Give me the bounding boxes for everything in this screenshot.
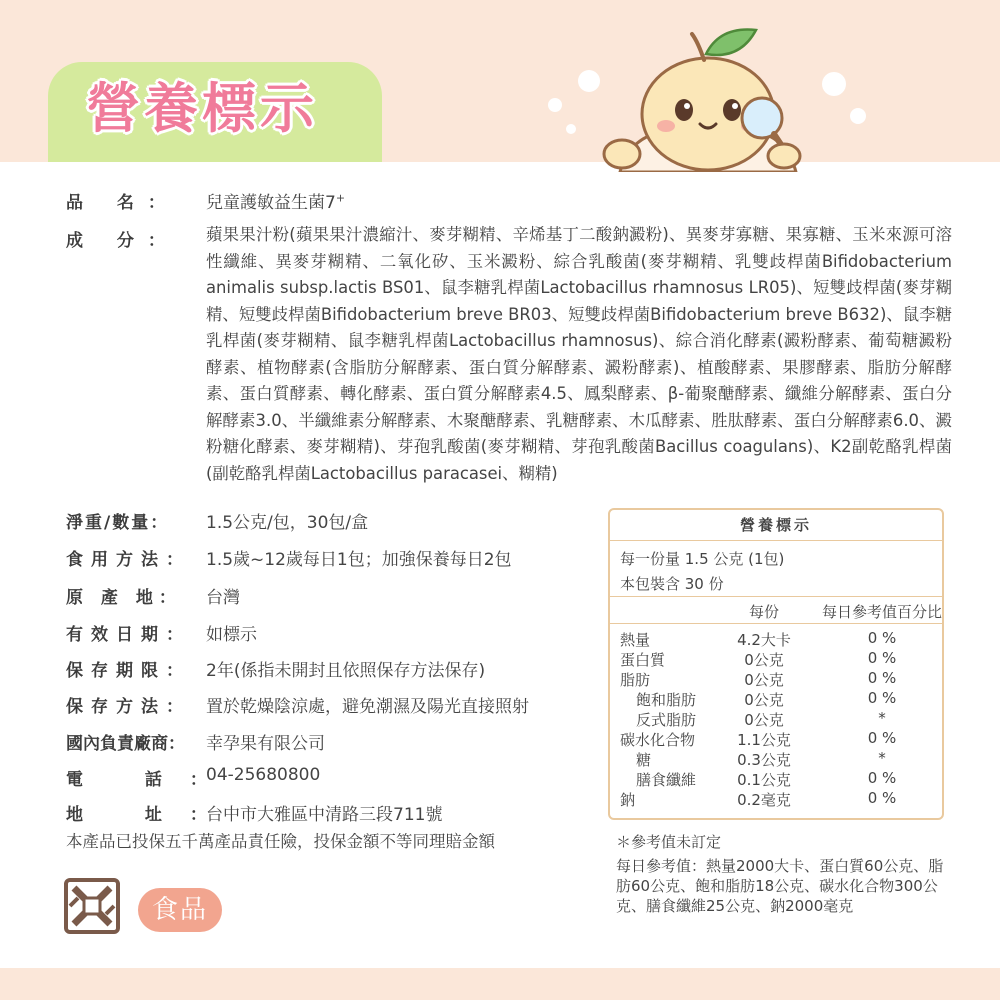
- nutrient-name: 碳水化合物: [620, 731, 696, 749]
- nutrient-name: 膳食纖維: [636, 771, 697, 789]
- footer-band: [0, 968, 1000, 1000]
- nutrient-per-serving: 0.2毫克: [737, 791, 791, 809]
- reference-note: ＊參考值未訂定: [616, 833, 722, 851]
- nutrient-daily-pct: 0 %: [867, 729, 897, 747]
- col-per-serving: 每份: [748, 603, 779, 621]
- info-label: 淨重/數量：: [66, 513, 170, 533]
- nutrient-daily-pct: 0 %: [867, 629, 897, 647]
- nutrient-row: [610, 689, 942, 709]
- nutrient-name: 反式脂肪: [636, 711, 697, 729]
- bubble-decoration: [566, 124, 576, 134]
- info-value: 2年(係指未開封且依照保存方法保存): [206, 661, 486, 681]
- nutrient-name: 飽和脂肪: [636, 691, 697, 709]
- page-title: 營養標示: [86, 77, 318, 140]
- mascot-icon: [600, 22, 810, 172]
- nutrient-daily-pct: *: [878, 709, 886, 727]
- ingredients-label: 成 分：: [66, 231, 179, 251]
- recycle-icon: [64, 878, 120, 934]
- ingredients-text: 蘋果果汁粉(蘋果果汁濃縮汁、麥芽糊精、辛烯基丁二酸鈉澱粉)、異麥芽寡糖、果寡糖、玉米來源可溶性纖維、異麥芽糊精、二氧化矽、玉米澱粉、綜合乳酸菌(麥芽糊精、乳雙歧桿菌Bifidobacterium animalis subsp.lactis BS01、鼠李糖乳桿菌Lactobacillus rhamnosus LR05)、短雙歧桿菌(麥芽糊精、短雙歧桿菌Bifidobacterium breve BR03、短雙歧桿菌Bifidobacterium breve B632)、鼠李糖乳桿菌(麥芽糊精、鼠李糖乳桿菌Lactobacillus rhamnosus)、綜合消化酵素(澱粉酵素、葡萄糖澱粉酵素、植物酵素(含脂肪分解酵素、蛋白質分解酵素、澱粉酵素)、植酸酵素、果膠酵素、脂肪分解酵素、蛋白質酵素、轉化酵素、蛋白質分解酵素4.5、鳳梨酵素、β-葡聚醣酵素、纖維分解酵素、蛋白分解酵素3.0、半纖維素分解酵素、木聚醣酵素、乳糖酵素、木瓜酵素、胜肽酵素、蛋白分解酵素6.0、澱粉糖化酵素、麥芽糊精)、芽孢乳酸菌(麥芽糊精、芽孢乳酸菌Bacillus coagulans)、K2副乾酪乳桿菌(副乾酪乳桿菌Lactobacillus paracasei、糊精): [206, 225, 952, 483]
- nutrient-row: [610, 789, 942, 809]
- servings-per-pack: 本包裝含 30 份: [620, 575, 724, 593]
- bubble-decoration: [850, 108, 866, 124]
- info-value: 1.5歲~12歲每日1包；加強保養每日2包: [206, 550, 512, 570]
- info-label: 國內負責廠商：: [66, 734, 185, 754]
- bubble-decoration: [822, 72, 846, 96]
- nutrient-per-serving: 0公克: [744, 711, 784, 729]
- nutrient-row: [610, 649, 942, 669]
- info-value: 1.5公克/包，30包/盒: [206, 513, 369, 533]
- info-value: 置於乾燥陰涼處，避免潮濕及陽光直接照射: [206, 697, 529, 717]
- nutrient-row: [610, 749, 942, 769]
- nutrient-name: 蛋白質: [620, 651, 666, 669]
- nutrient-daily-pct: 0 %: [867, 689, 897, 707]
- table-divider: [610, 596, 942, 597]
- info-value: 如標示: [206, 625, 257, 645]
- col-daily-pct: 每日參考值百分比: [821, 603, 942, 621]
- info-label: 食用方法：: [66, 550, 191, 570]
- nutrient-daily-pct: 0 %: [867, 649, 897, 667]
- info-label: 保存期限：: [66, 661, 191, 681]
- nutrient-per-serving: 0公克: [744, 691, 784, 709]
- info-value: 台中市大雅區中清路三段711號: [206, 805, 443, 825]
- info-value: 04-25680800: [206, 765, 321, 785]
- bubble-decoration: [578, 70, 600, 92]
- nutrient-row: [610, 709, 942, 729]
- nutrient-name: 熱量: [620, 631, 651, 649]
- nutrient-row: [610, 669, 942, 689]
- nutrient-row: [610, 629, 942, 649]
- info-label: 保存方法：: [66, 697, 191, 717]
- product-name-text: 兒童護敏益生菌7: [206, 193, 336, 213]
- nutrient-name: 鈉: [620, 791, 636, 809]
- info-label: 有效日期：: [66, 625, 191, 645]
- info-label: 電 話：: [66, 770, 235, 790]
- nutrient-per-serving: 0公克: [744, 651, 784, 669]
- nutrient-per-serving: 0公克: [744, 671, 784, 689]
- nutrient-per-serving: 0.3公克: [737, 751, 791, 769]
- nutrient-daily-pct: 0 %: [867, 769, 897, 787]
- table-divider: [610, 623, 942, 624]
- food-badge: 食品: [138, 888, 222, 932]
- nutrient-row: [610, 769, 942, 789]
- nutrient-daily-pct: 0 %: [867, 789, 897, 807]
- product-name-sup: +: [335, 191, 346, 205]
- nutrient-daily-pct: 0 %: [867, 669, 897, 687]
- info-value: 台灣: [206, 588, 240, 608]
- info-value: 幸孕果有限公司: [206, 734, 325, 754]
- nutrient-per-serving: 1.1公克: [737, 731, 791, 749]
- nutrient-daily-pct: *: [878, 749, 886, 767]
- info-label: 原 產 地：: [66, 588, 182, 608]
- info-label: 地 址：: [66, 805, 235, 825]
- serving-size: 每一份量 1.5 公克 (1包): [620, 550, 785, 568]
- nutrition-header-row: [610, 601, 942, 621]
- nutrient-per-serving: 4.2大卡: [737, 631, 791, 649]
- nutrition-table: [608, 508, 944, 820]
- bubble-decoration: [548, 98, 562, 112]
- daily-reference-values: 每日參考值：熱量2000大卡、蛋白質60公克、脂肪60公克、飽和脂肪18公克、碳水化合物300公克、膳食纖維25公克、鈉2000毫克: [616, 857, 944, 915]
- nutrient-name: 脂肪: [620, 671, 651, 689]
- nutrient-name: 糖: [636, 751, 652, 769]
- nutrition-title: 營養標示: [610, 510, 942, 541]
- product-name-label: 品 名：: [66, 193, 179, 213]
- insurance-disclaimer: 本產品已投保五千萬產品責任險，投保金額不等同理賠金額: [66, 832, 495, 851]
- nutrient-row: [610, 729, 942, 749]
- product-name-value: [206, 188, 345, 213]
- nutrient-per-serving: 0.1公克: [737, 771, 791, 789]
